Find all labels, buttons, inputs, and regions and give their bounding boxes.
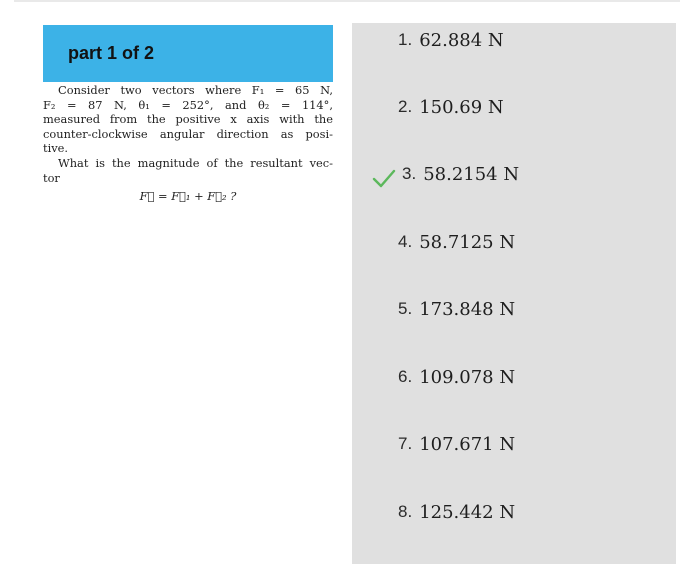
answer-choice-8[interactable]	[398, 497, 515, 527]
answer-choice-4[interactable]	[398, 227, 515, 257]
answer-value: 58.2154 N	[423, 163, 520, 185]
answer-number: 6.	[398, 367, 413, 386]
problem-line-7: tor	[43, 170, 60, 185]
problem-line-1: Consider two vectors where F₁ = 65 N,	[58, 83, 333, 97]
answer-choice-6[interactable]	[398, 362, 515, 392]
part-header	[43, 25, 333, 82]
answer-number: 2.	[398, 97, 413, 116]
answer-value: 150.69 N	[419, 96, 504, 118]
answer-choice-5[interactable]	[398, 294, 515, 324]
part-title: part 1 of 2	[68, 43, 155, 63]
answer-value: 62.884 N	[419, 29, 504, 51]
answer-number: 4.	[398, 232, 413, 251]
top-divider	[14, 0, 680, 2]
problem-line-2: F₂ = 87 N, θ₁ = 252°, and θ₂ = 114°,	[43, 97, 333, 112]
checkmark-icon	[372, 168, 396, 190]
problem-statement	[43, 83, 333, 204]
answer-number: 5.	[398, 299, 413, 318]
answer-value: 107.671 N	[419, 433, 516, 455]
problem-line-3: measured from the positive x axis with the	[43, 112, 333, 127]
answer-number: 1.	[398, 30, 413, 49]
resultant-formula: F⃗ = F⃗₁ + F⃗₂ ?	[139, 189, 237, 204]
answer-value: 109.078 N	[419, 366, 516, 388]
problem-line-6: What is the magnitude of the resultant vec-	[58, 155, 333, 170]
answer-value: 173.848 N	[419, 298, 516, 320]
problem-line-5: tive.	[43, 141, 69, 156]
answer-number: 7.	[398, 434, 413, 453]
answer-choice-1[interactable]	[398, 25, 504, 55]
answer-choice-3[interactable]	[402, 159, 519, 189]
answer-value: 125.442 N	[419, 501, 516, 523]
answer-number: 8.	[398, 502, 413, 521]
answer-choices-panel	[352, 23, 676, 564]
answer-choice-2[interactable]	[398, 92, 504, 122]
answer-value: 58.7125 N	[419, 231, 516, 253]
answer-number: 3.	[402, 164, 417, 183]
problem-line-4: counter-clockwise angular direction as posi-	[43, 126, 333, 141]
answer-choice-7[interactable]	[398, 429, 515, 459]
